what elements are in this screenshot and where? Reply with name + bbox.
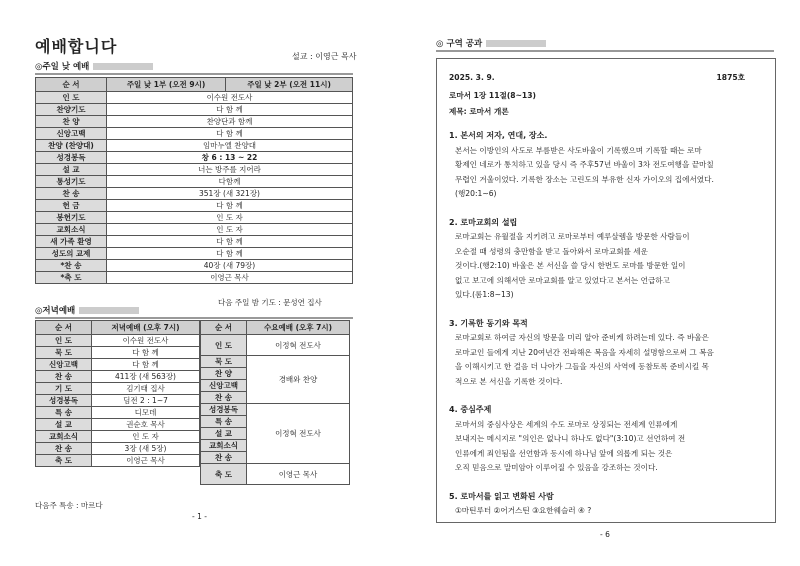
table-cell-label: 축 도 <box>201 464 247 485</box>
table-cell-value: 40장 (새 79장) <box>107 260 353 272</box>
table-header: 순 서 <box>36 78 107 92</box>
table-row <box>36 176 353 188</box>
table-cell-value: 임마누엘 찬양대 <box>107 140 353 152</box>
table-cell-label: 통성기도 <box>36 176 107 188</box>
table-cell-label: 신앙고백 <box>36 128 107 140</box>
table-cell-label: 성경봉독 <box>36 395 92 407</box>
evening-service-table <box>35 320 200 467</box>
table-cell-label: 찬 양 <box>201 368 247 380</box>
table-cell-value: 다 함 께 <box>107 248 353 260</box>
lesson-item-heading: 4. 중심주제 <box>449 405 492 414</box>
table-row <box>36 212 353 224</box>
evening-section-header <box>35 304 353 319</box>
lesson-item <box>449 129 771 202</box>
table-cell-label: 찬양 (찬양대) <box>36 140 107 152</box>
table-cell-label: 찬 송 <box>36 443 92 455</box>
morning-service-table <box>35 77 353 284</box>
table-cell-value: 다 함 께 <box>92 347 200 359</box>
table-row <box>36 383 200 395</box>
morning-section-label: ◎주일 낮 예배 <box>35 62 90 72</box>
table-row <box>36 164 353 176</box>
table-cell-value: 이영근 목사 <box>92 455 200 467</box>
table-cell-value: 3장 (새 5장) <box>92 443 200 455</box>
table-cell-value: 다 함 께 <box>107 128 353 140</box>
table-row <box>36 116 353 128</box>
table-cell-value: 인 도 자 <box>107 212 353 224</box>
table-row <box>36 419 200 431</box>
lesson-box <box>436 58 776 523</box>
table-cell-value: 411장 (새 563장) <box>92 371 200 383</box>
lesson-item-line: 로마교인 들에게 지난 20여년간 전파해온 복음을 자세히 설명함으로써 그 복음 <box>455 347 714 357</box>
lesson-item-heading: 2. 로마교회의 설립 <box>449 217 518 227</box>
table-cell-value: 딤전 2 : 1~7 <box>92 395 200 407</box>
table-cell-value: 다 함 께 <box>107 236 353 248</box>
table-header: 순 서 <box>201 321 247 335</box>
table-header: 수요예배 (오후 7시) <box>247 321 350 335</box>
table-cell-value: 이수원 전도사 <box>92 335 200 347</box>
lesson-item-line: 본서는 이방인의 사도로 부름받은 사도바울이 기록했으며 기록할 때는 로마 <box>455 145 702 155</box>
lesson-item-line: ①마틴루터 ②어거스틴 ③요한웨슬러 ④ ? <box>455 506 592 515</box>
lesson-item-line: (행20:1~6) <box>455 189 497 198</box>
table-cell-label: 봉헌기도 <box>36 212 107 224</box>
lesson-item-line: 오직 믿음으로 말미암아 이루어질 수 있음을 강조하는 것이다. <box>455 463 658 472</box>
lesson-section-label: ◎ 구역 공과 <box>436 39 483 49</box>
lesson-passage: 로마서 1장 11절(8~13) <box>449 91 536 100</box>
lesson-section-header <box>436 37 774 52</box>
table-row <box>36 248 353 260</box>
table-cell-label: 설 교 <box>36 164 107 176</box>
table-row <box>36 236 353 248</box>
table-cell-value: 너는 방주를 지어라 <box>107 164 353 176</box>
lesson-item-line: 로마교회로 하여금 자신의 방문을 미리 알아 준비케 하려는데 있다. 즉 바울은 <box>455 333 709 342</box>
table-cell-label: 찬양기도 <box>36 104 107 116</box>
table-header: 주일 낮 2부 (오전 11시) <box>226 78 353 92</box>
lesson-item-line: 오순절 때 성령의 충만함을 받고 돌아와서 로마교회를 세운 <box>455 246 648 256</box>
table-cell-label: 교회소식 <box>36 224 107 236</box>
table-row <box>36 224 353 236</box>
table-cell-value: 김기태 집사 <box>92 383 200 395</box>
table-row <box>36 371 200 383</box>
table-cell-label: 성경봉독 <box>201 404 247 416</box>
table-cell-value: 다 함 께 <box>107 200 353 212</box>
lesson-item-line: 무렵인 겨울이었다. 기록한 장소는 고린도의 부유한 신자 가이오의 집에서였다. <box>455 174 714 184</box>
lesson-item-line: 보내지는 메시지로 "의인은 없나니 하나도 없다"(3:10)고 선언하여 전 <box>455 434 686 443</box>
page-number-right: - 6 <box>600 530 610 539</box>
table-cell-label: 신앙고백 <box>201 380 247 392</box>
table-row <box>36 455 200 467</box>
table-cell-label: 인 도 <box>201 335 247 356</box>
lesson-item <box>449 490 771 519</box>
special-song-next: 다음주 특송 : 마르다 <box>35 501 103 510</box>
table-row <box>36 104 353 116</box>
table-row <box>36 431 200 443</box>
lesson-item-line: 을 이해시키고 한 걸음 더 나아가 그들을 자신의 사역에 동참토록 준비시킬 목 <box>455 362 709 371</box>
table-row <box>36 140 353 152</box>
table-cell-label: 찬 송 <box>36 188 107 200</box>
table-cell-label: 인 도 <box>36 92 107 104</box>
table-header: 저녁예배 (오후 7시) <box>92 321 200 335</box>
table-row <box>36 128 353 140</box>
table-cell-value: 다 함 께 <box>107 104 353 116</box>
table-cell-label: 신앙고백 <box>36 359 92 371</box>
lesson-item-line: 로마서의 중심사상은 세계의 수도 로마로 상징되는 전세계 인류에게 <box>455 419 678 429</box>
table-cell-label: 기 도 <box>36 383 92 395</box>
lesson-item-line: 인류에게 죄인됨을 선언함과 동시에 하나님 앞에 의롭게 되는 것은 <box>455 448 673 458</box>
evening-table-body <box>36 335 200 467</box>
table-cell-value: 다 함 께 <box>92 359 200 371</box>
table-cell-label: 설 교 <box>36 419 92 431</box>
table-cell-value: 창 6 : 13 ~ 22 <box>107 152 353 164</box>
table-row <box>36 407 200 419</box>
table-cell-label: 헌 금 <box>36 200 107 212</box>
lesson-item-line: 것이다.(행2:10) 바울은 본 서신을 쓸 당시 한번도 로마를 방문한 일이 <box>455 261 686 270</box>
table-cell-label: 찬 양 <box>36 116 107 128</box>
table-cell-label: 찬 송 <box>36 371 92 383</box>
table-cell-value: 인 도 자 <box>107 224 353 236</box>
lesson-item-line: 황제인 네로가 통치하고 있을 당시 즉 주후57년 바울이 3차 전도여행을 끝마칠 <box>455 160 714 169</box>
table-row <box>36 200 353 212</box>
table-cell-value: 권순호 목사 <box>92 419 200 431</box>
morning-section-header <box>35 60 353 75</box>
table-cell-label: 특 송 <box>201 416 247 428</box>
table-cell-label: *찬 송 <box>36 260 107 272</box>
table-cell-label: 교회소식 <box>201 440 247 452</box>
table-cell-value: 찬양단과 함께 <box>107 116 353 128</box>
table-cell-value: 이정혁 전도사 <box>247 404 350 464</box>
table-row <box>36 347 200 359</box>
table-row <box>36 335 200 347</box>
table-cell-value: 이정혁 전도사 <box>247 335 350 356</box>
morning-table-body <box>36 92 353 284</box>
table-cell-value: 인 도 자 <box>92 431 200 443</box>
lesson-item-heading: 1. 본서의 저자, 연대, 장소. <box>449 131 548 140</box>
lesson-item-heading: 5. 로마서를 읽고 변화된 사람 <box>449 491 554 501</box>
lesson-item-line: 없고 보고에 의해서만 로마교회를 알고 있었다고 본서는 언급하고 <box>455 275 670 285</box>
table-cell-label: 찬 송 <box>201 392 247 404</box>
lesson-item <box>449 403 771 476</box>
table-cell-value: 이영근 목사 <box>247 464 350 485</box>
sermon-by: 설교 : 이영근 목사 <box>292 52 357 61</box>
lesson-item <box>449 216 771 303</box>
next-week-prayer: 다음 주일 밤 기도 : 문성연 집사 <box>218 298 322 307</box>
table-cell-label: 찬 송 <box>201 452 247 464</box>
table-row <box>36 443 200 455</box>
lesson-item-heading: 3. 기록한 동기와 목적 <box>449 318 528 328</box>
table-cell-label: 새 가족 환영 <box>36 236 107 248</box>
table-row <box>36 188 353 200</box>
table-header: 주일 낮 1부 (오전 9시) <box>107 78 226 92</box>
table-cell-label: 설 교 <box>201 428 247 440</box>
table-cell-label: 묵 도 <box>36 347 92 359</box>
table-cell-value: 351장 (새 321장) <box>107 188 353 200</box>
table-cell-label: 묵 도 <box>201 356 247 368</box>
table-row <box>36 152 353 164</box>
lesson-item-line: 적으로 본 서신을 기록한 것이다. <box>455 376 563 386</box>
lesson-item <box>449 317 771 390</box>
table-row <box>36 359 200 371</box>
table-cell-label: 특 송 <box>36 407 92 419</box>
table-header: 순 서 <box>36 321 92 335</box>
table-row <box>36 272 353 284</box>
table-cell-label: 인 도 <box>36 335 92 347</box>
table-cell-value: 다함께 <box>107 176 353 188</box>
page-number-left: - 1 - <box>192 512 207 521</box>
table-cell-value: 경배와 찬양 <box>247 356 350 404</box>
page-title: 예배합니다 <box>35 37 118 56</box>
table-cell-value: 디모데 <box>92 407 200 419</box>
evening-section-label: ◎저녁예배 <box>35 306 76 316</box>
table-cell-label: 교회소식 <box>36 431 92 443</box>
lesson-item-line: 있다.(롬1:8~13) <box>455 290 514 299</box>
table-cell-label: 성경봉독 <box>36 152 107 164</box>
table-cell-label: *축 도 <box>36 272 107 284</box>
table-cell-value: 이영근 목사 <box>107 272 353 284</box>
wednesday-service-table <box>200 320 350 485</box>
table-row <box>36 395 200 407</box>
table-cell-value: 이수원 전도사 <box>107 92 353 104</box>
table-row <box>36 260 353 272</box>
table-row <box>36 92 353 104</box>
lesson-date: 2025. 3. 9. <box>449 73 495 82</box>
table-cell-label: 축 도 <box>36 455 92 467</box>
table-cell-label: 성도의 교제 <box>36 248 107 260</box>
lesson-items <box>449 129 771 533</box>
lesson-topic: 제목: 로마서 개론 <box>449 107 509 116</box>
lesson-item-line: 로마교회는 유월절을 지키려고 로마로부터 예루살렘을 방문한 사람들이 <box>455 232 690 241</box>
lesson-issue: 1875호 <box>716 73 745 82</box>
